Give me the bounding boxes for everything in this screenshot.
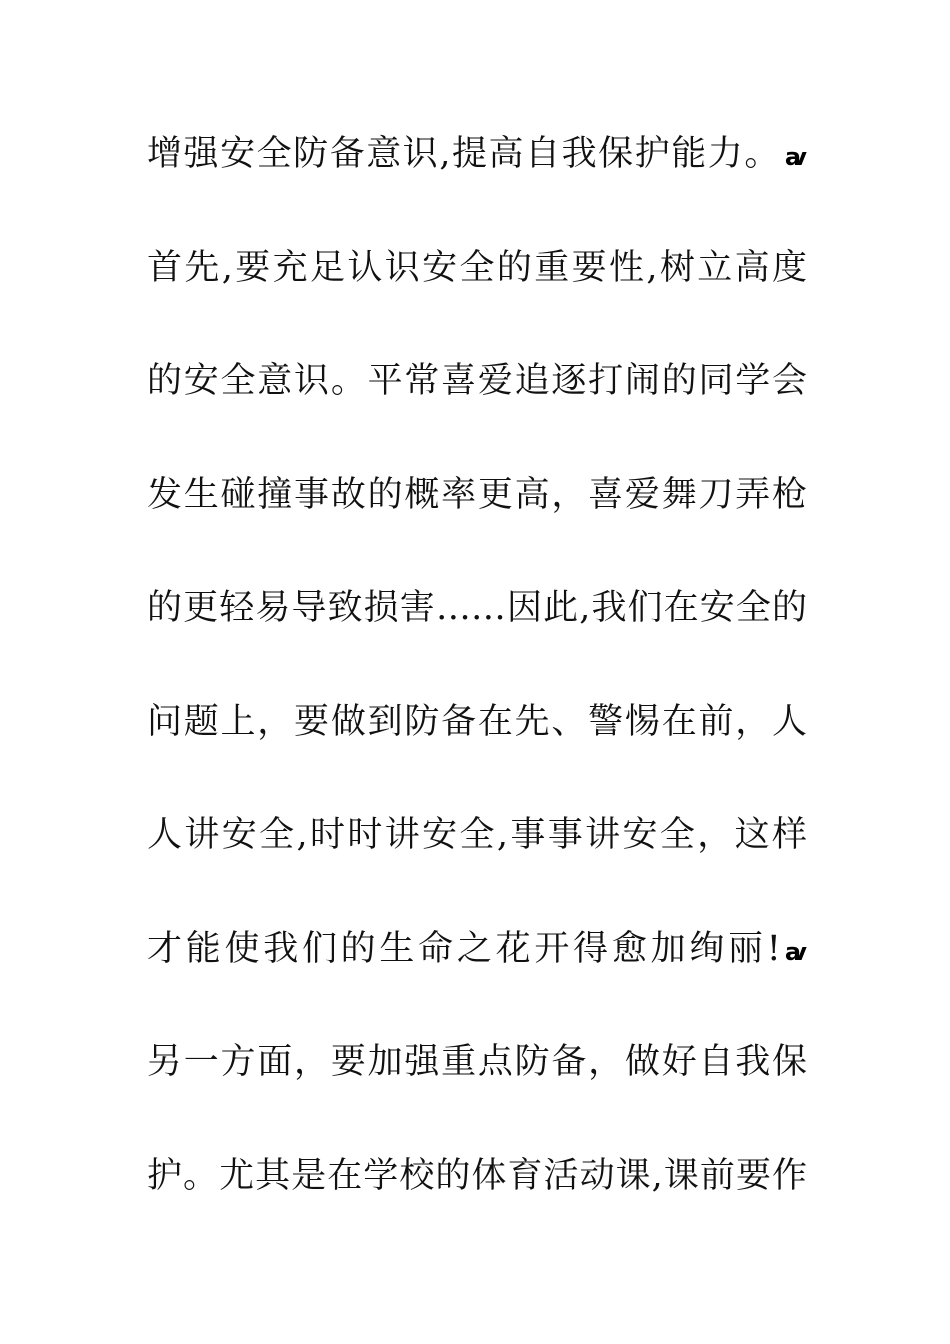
text-line-content: 另一方面，要加强重点防备，做好自我保: [147, 1042, 807, 1082]
paragraph-mark-icon: ꜹ: [784, 937, 807, 966]
text-line-content: 人讲安全,时时讲安全,事事讲安全，这样: [147, 815, 807, 855]
text-line: [147, 120, 807, 188]
text-line: [147, 801, 807, 869]
text-line: [147, 1142, 807, 1210]
text-line: [147, 915, 807, 983]
text-line-content: 护。尤其是在学校的体育活动课,课前要作: [147, 1155, 807, 1196]
text-line-content: 增强安全防备意识,提高自我保护能力。: [147, 134, 781, 174]
text-line: [147, 688, 807, 756]
text-line-content: 首先,要充足认识安全的重要性,树立高度: [147, 247, 807, 288]
text-line-content: 的更轻易导致损害……因此,我们在安全的: [147, 588, 807, 628]
body-text: [147, 120, 807, 1255]
text-line-content: 的安全意识。平常喜爱追逐打闹的同学会: [147, 361, 807, 401]
text-line: [147, 574, 807, 642]
text-line-content: 才能使我们的生命之花开得愈加绚丽!: [147, 928, 781, 969]
text-line: [147, 347, 807, 415]
text-line-content: 问题上，要做到防备在先、警惕在前，人: [147, 701, 807, 742]
text-line: [147, 234, 807, 302]
paragraph-mark-icon: ꜹ: [784, 143, 807, 171]
text-line: [147, 1028, 807, 1096]
text-line-content: 发生碰撞事故的概率更高，喜爱舞刀弄枪: [147, 474, 807, 515]
text-line: [147, 461, 807, 529]
